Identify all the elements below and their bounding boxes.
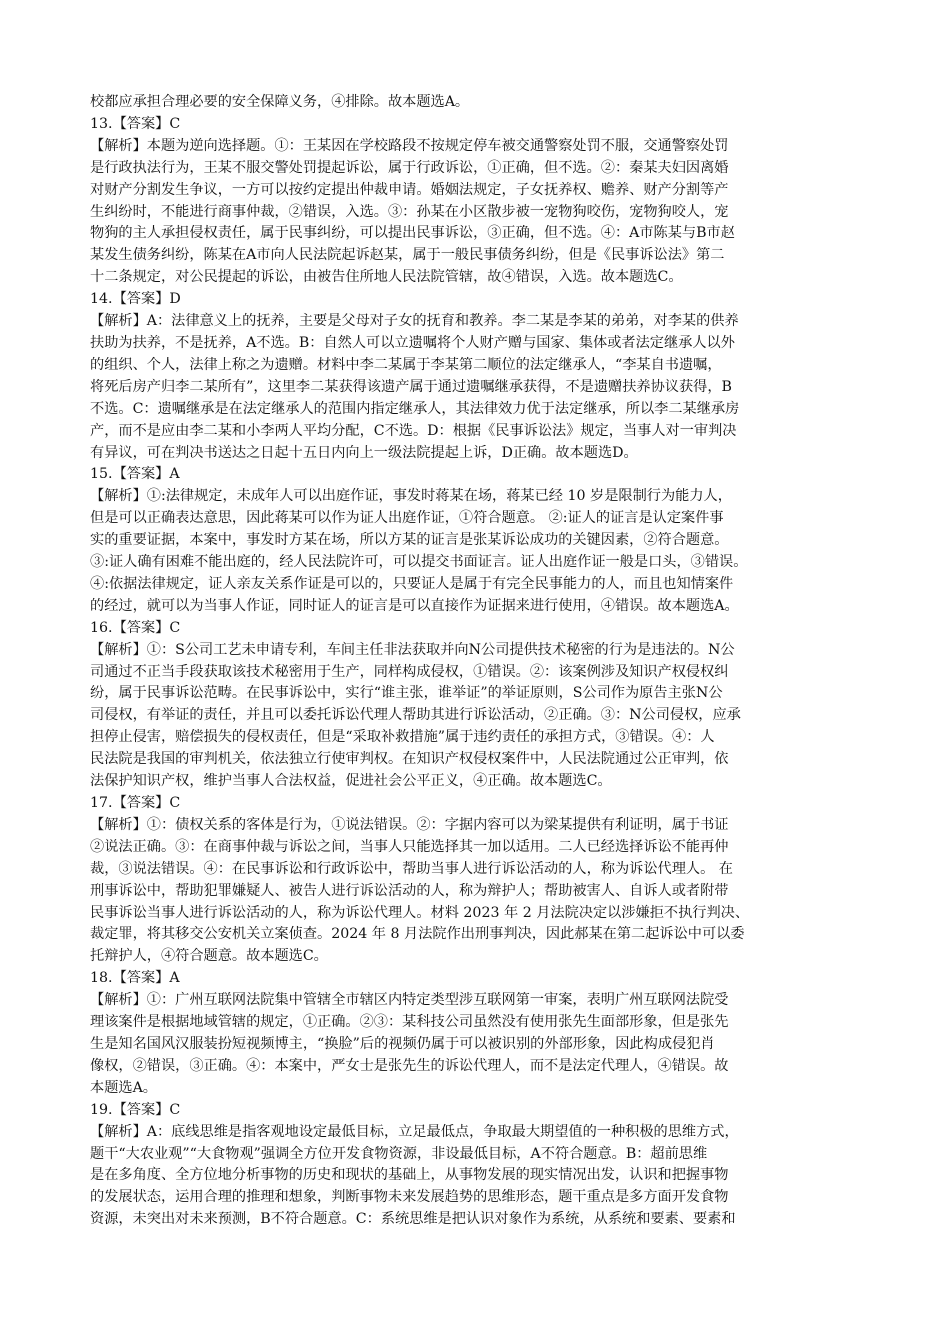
answer-line: 15.【答案】A — [90, 466, 180, 483]
text-line: 的组织、个人，法律上称之为遗赠。材料中李二某属于李某第二顺位的法定继承人，“李某自书遗嘱， — [90, 356, 722, 373]
text-line: 【解析】①：广州互联网法院集中管辖全市辖区内特定类型涉互联网第一审案，表明广州互联网法院受 — [90, 992, 729, 1009]
text-line: 理该案件是根据地域管辖的规定，①正确。②③：某科技公司虽然没有使用张先生面部形象，但是张先 — [90, 1014, 729, 1031]
text-line: 十二条规定，对公民提起的诉讼，由被告住所地人民法院管辖，故④错误，入选。故本题选C。 — [90, 269, 683, 286]
text-line: 实的重要证据，本案中，事发时方某在场，所以方某的证言是张某诉讼成功的关键因素，②符合题意。 — [90, 532, 729, 549]
text-line: ②说法正确。③：在商事仲裁与诉讼之间，当事人只能选择其一加以适用。二人已经选择诉讼不能再仲 — [90, 838, 729, 855]
text-line: 生纠纷时，不能进行商事仲裁，②错误，入选。③：孙某在小区散步被一宠物狗咬伤，宠物狗咬人，宠 — [90, 203, 729, 220]
text-line: 的发展状态，运用合理的推理和想象，判断事物未来发展趋势的思维形态，题干重点是多方面开发食物 — [90, 1189, 729, 1206]
text-line: 像权，②错误，③正确。④：本案中，严女士是张先生的诉讼代理人，而不是法定代理人，④错误。故 — [90, 1057, 729, 1074]
text-line: 司侵权，有举证的责任，并且可以委托诉讼代理人帮助其进行诉讼活动，②正确。③：N公司侵权，应承 — [90, 707, 741, 724]
text-line: 生是知名国风汉服装扮短视频博主，“换脸”后的视频仍属于可以被识别的外部形象，因此构成侵犯肖 — [90, 1035, 715, 1052]
text-line: 托辩护人，④符合题意。故本题选C。 — [90, 948, 328, 965]
answer-line: 13.【答案】C — [90, 115, 181, 132]
text-line: 民法院是我国的审判机关，依法独立行使审判权。在知识产权侵权案件中，人民法院通过公正审判，依 — [90, 751, 729, 768]
text-line: 资源，未突出对未来预测，B不符合题意。C：系统思维是把认识对象作为系统，从系统和要素、要素和 — [90, 1211, 736, 1228]
text-line: 【解析】A：底线思维是指客观地设定最低目标，立足最低点，争取最大期望值的一种积极的思维方式， — [90, 1123, 739, 1140]
document-body — [90, 92, 862, 1231]
text-line: 【解析】A：法律意义上的抚养，主要是父母对子女的抚育和教养。李二某是李某的弟弟，对李某的供养 — [90, 313, 739, 330]
text-line: 【解析】①：债权关系的客体是行为，①说法错误。②：字据内容可以为梁某提供有利证明，属于书证 — [90, 816, 729, 833]
text-line: 有异议，可在判决书送达之日起十五日内向上一级法院提起上诉，D正确。故本题选D。 — [90, 444, 638, 461]
text-line: 某发生债务纠纷，陈某在A市向人民法院起诉赵某，属于一般民事债务纠纷，但是《民事诉讼法》第二 — [90, 247, 725, 264]
text-line: 对财产分割发生争议，一方可以按约定提出仲裁申请。婚姻法规定，子女抚养权、赡养、财产分割等产 — [90, 181, 729, 198]
text-line: 裁，③说法错误。④：在民事诉讼和行政诉讼中，帮助当事人进行诉讼活动的人，称为诉讼代理人。 在 — [90, 860, 733, 877]
text-line: 【解析】本题为逆向选择题。①：王某因在学校路段不按规定停车被交通警察处罚不服，交通警察处罚 — [90, 137, 729, 154]
text-line: 校都应承担合理必要的安全保障义务，④排除。故本题选A。 — [90, 94, 470, 110]
text-line: 【解析】①：S公司工艺未申请专利，车间主任非法获取并向N公司提供技术秘密的行为是违法的。N公 — [90, 641, 735, 658]
text-line: 司通过不正当手段获取该技术秘密用于生产，同样构成侵权，①错误。②：该案例涉及知识产权侵权纠 — [90, 663, 729, 680]
text-line: 【解析】①:法律规定，未成年人可以出庭作证，事发时蒋某在场，蒋某已经 10 岁是限制行为能力人， — [90, 488, 732, 505]
text-line: 裁定罪，将其移交公安机关立案侦查。2024 年 8 月法院作出刑事判决，因此郝某在第二起诉讼中可以委 — [90, 926, 745, 943]
answer-line: 18.【答案】A — [90, 970, 180, 987]
answer-line: 17.【答案】C — [90, 795, 181, 811]
text-line: ③:证人确有困难不能出庭的，经人民法院许可，可以提交书面证言。证人出庭作证一般是口头，③错误。 — [90, 554, 748, 571]
text-line: ④:依据法律规定，证人亲友关系作证是可以的，只要证人是属于有完全民事能力的人，而且也知情案件 — [90, 575, 734, 592]
text-line: 的经过，就可以为当事人作证，同时证人的证言是可以直接作为证据来进行使用，④错误。故本题选A。 — [90, 597, 739, 614]
text-line: 是在多角度、全方位地分析事物的历史和现状的基础上，从事物发展的现实情况出发，认识和把握事物 — [90, 1167, 729, 1184]
text-line: 纷，属于民事诉讼范畴。在民事诉讼中，实行“谁主张，谁举证”的举证原则，S公司作为原告主张N公 — [90, 685, 723, 702]
text-line: 是行政执法行为，王某不服交警处罚提起诉讼，属于行政诉讼，①正确，但不选。②：秦某夫妇因离婚 — [90, 159, 729, 176]
text-line: 不选。C：遗嘱继承是在法定继承人的范围内指定继承人，其法律效力优于法定继承，所以李二某继承房 — [90, 400, 740, 417]
text-line: 本题选A。 — [90, 1079, 157, 1096]
text-line: 但是可以正确表达意思，因此蒋某可以作为证人出庭作证，①符合题意。 ②:证人的证言是认定案件事 — [90, 510, 724, 527]
text-line: 物狗的主人承担侵权责任，属于民事纠纷，可以提出民事诉讼，③正确，但不选。④：A市陈某与B市赵 — [90, 225, 735, 242]
text-line: 民事诉讼当事人进行诉讼活动的人，称为诉讼代理人。材料 2023 年 2 月法院决定以涉嫌拒不执行判决、 — [90, 904, 750, 921]
text-line: 将死后房产归李二某所有”，这里李二某获得该遗产属于通过遗嘱继承获得，不是遗赠扶养协议获得，B — [90, 378, 732, 395]
answer-line: 19.【答案】C — [90, 1101, 181, 1118]
text-line: 担停止侵害，赔偿损失的侵权责任，但是“采取补救措施”属于违约责任的承担方式，③错误。④：人 — [90, 729, 715, 746]
answer-line: 16.【答案】C — [90, 619, 181, 636]
text-line: 法保护知识产权，维护当事人合法权益，促进社会公平正义，④正确。故本题选C。 — [90, 773, 612, 790]
text-line: 题干“大农业观”“大食物观”强调全方位开发食物资源，非设最低目标，A不符合题意。B：超前思维 — [90, 1145, 708, 1162]
text-line: 扶助为扶养，不是抚养，A不选。B：自然人可以立遗嘱将个人财产赠与国家、集体或者法定继承人以外 — [90, 334, 735, 351]
answer-line: 14.【答案】D — [90, 291, 181, 308]
text-line: 刑事诉讼中，帮助犯罪嫌疑人、被告人进行诉讼活动的人，称为辩护人；帮助被害人、自诉人或者附带 — [90, 882, 729, 899]
text-line: 产，而不是应由李二某和小李两人平均分配，C不选。D：根据《民事诉讼法》规定，当事人对一审判决 — [90, 422, 737, 439]
